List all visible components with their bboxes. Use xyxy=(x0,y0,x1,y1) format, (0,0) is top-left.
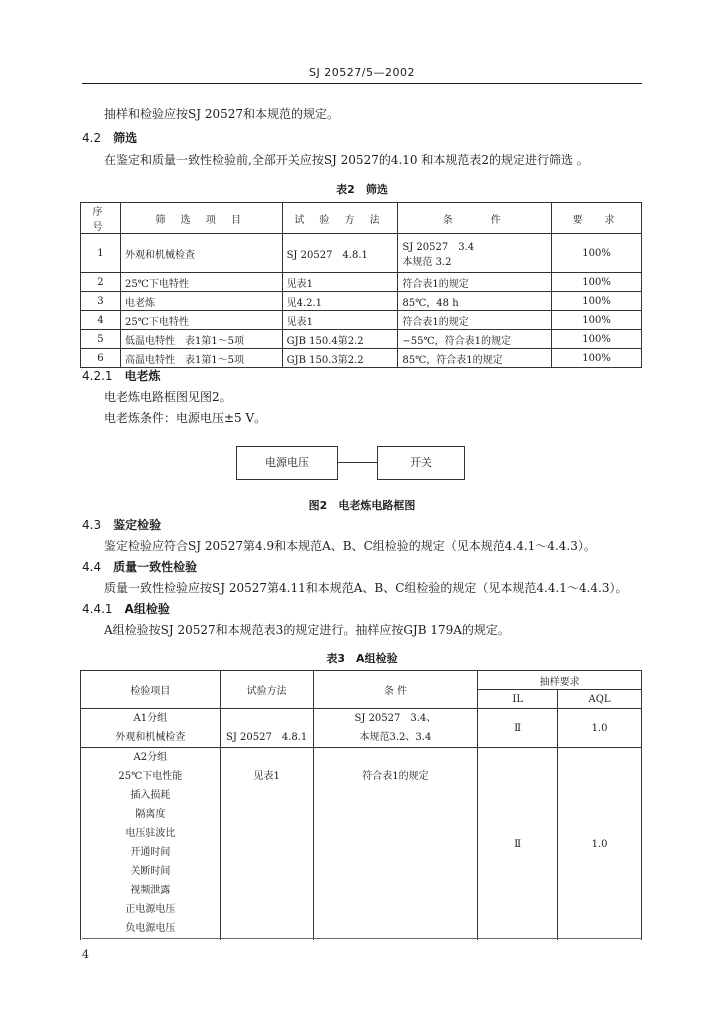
section-4-2-heading xyxy=(82,130,137,146)
section-4-2-1-heading xyxy=(82,368,161,384)
col-il: IL xyxy=(478,690,558,709)
burn-in-line-2: 电老炼条件：电源电压±5 V。 xyxy=(104,411,267,425)
col-sampling: 抽样要求 xyxy=(478,671,642,690)
group-a-inspection-table xyxy=(80,670,642,940)
table2-caption: 表2 筛选 xyxy=(336,183,388,196)
section-number: 4.2 xyxy=(82,131,102,145)
cell-cond xyxy=(398,234,552,273)
cell-item: 低温电特性 表1第1～5项 xyxy=(120,330,282,349)
col-req: 要 求 xyxy=(552,203,642,234)
cell-cond: 符合表1的规定 xyxy=(398,311,552,330)
cell-no: 2 xyxy=(81,273,121,292)
power-supply-box: 电源电压 xyxy=(236,446,338,480)
connection-line xyxy=(337,462,377,463)
cell-req: 100% xyxy=(552,349,642,368)
intro-line: 抽样和检验应按SJ 20527和本规范的规定。 xyxy=(104,107,340,121)
cell-item: 25℃下电特性 xyxy=(120,311,282,330)
section-number: 4.4.1 xyxy=(82,602,113,616)
section-4-4-body: 质量一致性检验应按SJ 20527第4.11和本规范A、B、C组检验的规定（见本规范4.4.1～4.4.3）。 xyxy=(104,581,628,595)
cell-cond: 85℃，符合表1的规定 xyxy=(398,349,552,368)
col-item: 检验项目 xyxy=(81,671,221,709)
cell-method: 见表1 xyxy=(282,273,398,292)
cell-item: 电老炼 xyxy=(120,292,282,311)
item-line: 插入损耗 xyxy=(130,790,171,801)
cell-no: 3 xyxy=(81,292,121,311)
method-line: SJ 20527 4.8.1 xyxy=(225,732,308,743)
item-line: 正电源电压 xyxy=(125,904,176,915)
method-line: 见表1 xyxy=(253,771,280,782)
figure2-caption: 图2 电老炼电路框图 xyxy=(308,499,416,512)
table-row xyxy=(81,273,642,292)
section-4-2-body: 在鉴定和质量一致性检验前,全部开关应按SJ 20527的4.10 和本规范表2的规定进行筛选 。 xyxy=(104,153,589,167)
cell-no: 1 xyxy=(81,234,121,273)
section-title: 质量一致性检验 xyxy=(113,560,198,574)
section-number: 4.3 xyxy=(82,518,102,532)
item-line: 外观和机械检查 xyxy=(115,732,186,743)
cell-req: 100% xyxy=(552,234,642,273)
cell-method: SJ 20527 4.8.1 xyxy=(282,234,398,273)
burn-in-line-1: 电老炼电路框图见图2。 xyxy=(104,390,232,404)
table-row xyxy=(81,330,642,349)
item-line: 负电源电压 xyxy=(125,923,176,934)
cell-req: 100% xyxy=(552,292,642,311)
page-number: 4 xyxy=(82,948,89,961)
cell-method xyxy=(220,709,313,748)
page-bottom-rule xyxy=(82,938,642,939)
cell-req: 100% xyxy=(552,330,642,349)
cell-method: GJB 150.4第2.2 xyxy=(282,330,398,349)
table-header-row xyxy=(81,671,642,690)
section-title: 鉴定检验 xyxy=(113,518,162,532)
section-4-4-1-body: A组检验按SJ 20527和本规范表3的规定进行。抽样应按GJB 179A的规定。 xyxy=(104,623,510,637)
cell-items xyxy=(81,709,221,748)
cell-method xyxy=(220,748,313,941)
section-title: 筛选 xyxy=(113,131,138,145)
col-method: 试验方法 xyxy=(220,671,313,709)
section-4-3-heading xyxy=(82,517,161,533)
cell-cond: 符合表1的规定 xyxy=(398,273,552,292)
cond-line: SJ 20527 3.4、 xyxy=(354,713,437,724)
cell-no: 4 xyxy=(81,311,121,330)
cell-method: 见表1 xyxy=(282,311,398,330)
table-row xyxy=(81,709,642,748)
cell-method: 见4.2.1 xyxy=(282,292,398,311)
item-line: 开通时间 xyxy=(130,847,171,858)
col-method: 试 验 方 法 xyxy=(282,203,398,234)
col-cond: 条 件 xyxy=(398,203,552,234)
cell-method: GJB 150.3第2.2 xyxy=(282,349,398,368)
cond-line: 本规范3.2、3.4 xyxy=(359,732,432,743)
table-row xyxy=(81,311,642,330)
item-line: 25℃下电性能 xyxy=(118,771,183,782)
table-row xyxy=(81,748,642,941)
section-4-4-1-heading xyxy=(82,601,170,617)
col-item: 筛 选 项 目 xyxy=(120,203,282,234)
cell-item: 高温电特性 表1第1～5项 xyxy=(120,349,282,368)
cell-cond: −55℃，符合表1的规定 xyxy=(398,330,552,349)
section-title: A组检验 xyxy=(124,602,170,616)
cell-cond xyxy=(313,709,478,748)
section-4-4-heading xyxy=(82,559,197,575)
cond-line: 本规范 3.2 xyxy=(402,257,452,268)
cell-il: Ⅱ xyxy=(478,709,558,748)
cell-items xyxy=(81,748,221,941)
cell-no: 5 xyxy=(81,330,121,349)
table-header-row xyxy=(81,203,642,234)
switch-box: 开关 xyxy=(377,446,465,480)
item-line: 隔离度 xyxy=(135,809,166,820)
cell-no: 6 xyxy=(81,349,121,368)
col-aql: AQL xyxy=(558,690,642,709)
table-row xyxy=(81,292,642,311)
section-number: 4.4 xyxy=(82,560,102,574)
cell-aql: 1.0 xyxy=(558,748,642,941)
cell-aql: 1.0 xyxy=(558,709,642,748)
item-line: A1分组 xyxy=(133,713,168,724)
cell-item: 外观和机械检查 xyxy=(120,234,282,273)
item-line: A2分组 xyxy=(133,752,168,763)
table-row xyxy=(81,349,642,368)
table-row xyxy=(81,234,642,273)
col-no: 序号 xyxy=(81,203,121,234)
cell-req: 100% xyxy=(552,273,642,292)
item-line: 视频泄露 xyxy=(130,885,171,896)
cond-line: 符合表1的规定 xyxy=(362,771,429,782)
cell-req: 100% xyxy=(552,311,642,330)
col-cond: 条 件 xyxy=(313,671,478,709)
item-line: 关断时间 xyxy=(130,866,171,877)
section-title: 电老炼 xyxy=(124,369,161,383)
header-rule xyxy=(82,83,642,84)
cell-item: 25℃下电特性 xyxy=(120,273,282,292)
item-line: 电压驻波比 xyxy=(125,828,176,839)
cond-line: SJ 20527 3.4 xyxy=(402,242,475,253)
cell-il: Ⅱ xyxy=(478,748,558,941)
screening-table xyxy=(80,202,642,368)
table3-caption: 表3 A组检验 xyxy=(326,652,398,665)
cell-cond xyxy=(313,748,478,941)
section-4-3-body: 鉴定检验应符合SJ 20527第4.9和本规范A、B、C组检验的规定（见本规范4.4.1～4.4.3）。 xyxy=(104,539,596,553)
doc-header: SJ 20527/5—2002 xyxy=(309,66,415,79)
cell-cond: 85℃，48 h xyxy=(398,292,552,311)
section-number: 4.2.1 xyxy=(82,369,113,383)
